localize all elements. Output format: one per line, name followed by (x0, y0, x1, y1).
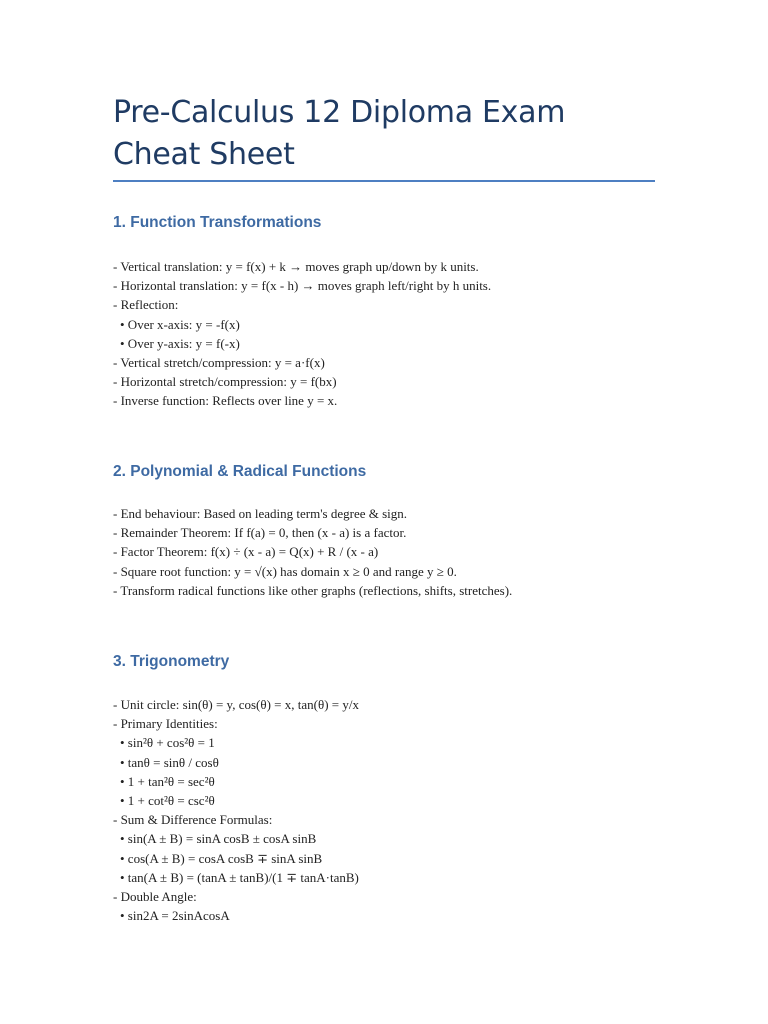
text-line: - Double Angle: (113, 888, 197, 904)
text-line: - Horizontal translation: y = f(x - h) → moves graph left/right by h units. (113, 278, 492, 294)
text-line: - Transform radical functions like other graphs (reflections, shifts, stretches). (113, 582, 513, 598)
text-line: - Primary Identities: (113, 716, 218, 732)
bullet-line: • Over y-axis: y = f(-x) (120, 335, 240, 351)
text-line: - Vertical translation: y = f(x) + k → moves graph up/down by k units. (113, 259, 479, 274)
text-line: - Inverse function: Reflects over line y = x. (113, 393, 338, 409)
section-lines (113, 257, 673, 411)
section-function-transformations (113, 213, 673, 409)
section-trigonometry (113, 652, 673, 924)
text-line: - End behaviour: Based on leading term's degree & sign. (113, 506, 408, 521)
bullet-line: • tanθ = sinθ / cosθ (120, 754, 219, 770)
bullet-line: • 1 + cot²θ = csc²θ (120, 792, 215, 808)
text-line: - Square root function: y = √(x) has domain x ≥ 0 and range y ≥ 0. (113, 563, 457, 579)
bullet-line: • Over x-axis: y = -f(x) (120, 316, 240, 332)
text-line: - Remainder Theorem: If f(a) = 0, then (x - a) is a factor. (113, 525, 407, 541)
section-lines (113, 695, 673, 925)
section-polynomial-radical (113, 462, 673, 598)
text-line: - Factor Theorem: f(x) ÷ (x - a) = Q(x) + R / (x - a) (113, 544, 379, 560)
section-heading: 3. Trigonometry (113, 653, 230, 670)
text-line: - Sum & Difference Formulas: (113, 812, 273, 828)
title-underline (113, 180, 655, 182)
text-line: - Horizontal stretch/compression: y = f(bx) (113, 374, 337, 390)
text-line: - Unit circle: sin(θ) = y, cos(θ) = x, tan(θ) = y/x (113, 697, 359, 712)
bullet-line: • 1 + tan²θ = sec²θ (120, 773, 215, 789)
section-heading: 1. Function Transformations (113, 214, 322, 231)
bullet-line: • tan(A ± B) = (tanA ± tanB)/(1 ∓ tanA·tanB) (120, 869, 359, 885)
bullet-line: • sin(A ± B) = sinA cosB ± cosA sinB (120, 831, 317, 847)
section-lines (113, 504, 673, 600)
document-title: Pre-Calculus 12 Diploma Exam Cheat Sheet (113, 95, 566, 172)
bullet-line: • cos(A ± B) = cosA cosB ∓ sinA sinB (120, 850, 323, 866)
bullet-line: • sin2A = 2sinAcosA (120, 908, 230, 924)
section-heading: 2. Polynomial & Radical Functions (113, 463, 367, 480)
bullet-line: • sin²θ + cos²θ = 1 (120, 735, 215, 751)
text-line: - Reflection: (113, 297, 179, 313)
text-line: - Vertical stretch/compression: y = a·f(x) (113, 354, 325, 370)
